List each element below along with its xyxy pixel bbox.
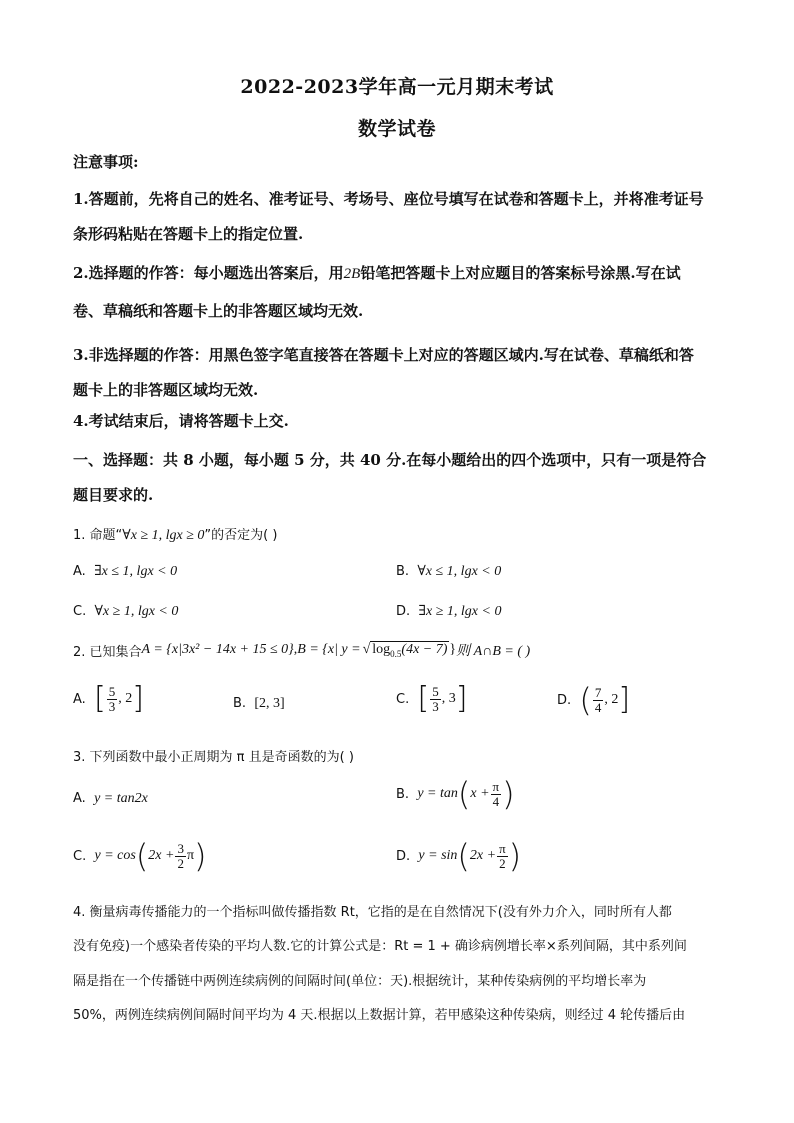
q2-question: 则 A∩B = ( ) xyxy=(456,644,531,659)
option-arg: x + xyxy=(470,786,490,801)
option-label: D. xyxy=(396,604,411,619)
q2-log: log xyxy=(372,641,391,657)
option-label: B. xyxy=(233,696,247,711)
notice-item1-line1: 1.答题前，先将自己的姓名、准考证号、考场号、座位号填写在试卷和答题卡上，并将准考证号 xyxy=(73,190,704,208)
option-text: ∃x ≥ 1, lgx < 0 xyxy=(418,604,502,619)
denominator: 3 xyxy=(432,698,439,714)
denominator: 2 xyxy=(499,855,506,871)
section1-line1: 一、选择题：共 8 小题，每小题 5 分，共 40 分.在每小题给出的四个选项中，只有一项是符合 xyxy=(73,451,707,469)
left-bracket: [ xyxy=(417,681,430,716)
numerator: 3 xyxy=(177,840,184,856)
notice-item2-text-b: 铅笔把答题卡上对应题目的答案标号涂黑.写在试 xyxy=(360,264,681,282)
option-func: y = cos xyxy=(94,848,136,863)
option-label: C. xyxy=(73,604,87,619)
option-label: A. xyxy=(73,564,86,579)
q2-log-base: 0.5 xyxy=(390,648,402,659)
option-label: A. xyxy=(73,791,86,806)
q1-option-b[interactable] xyxy=(396,563,501,580)
option-label: C. xyxy=(396,691,410,707)
option-text: , 2 xyxy=(118,691,133,706)
question-3-stem: 3. 下列函数中最小正周期为 π 且是奇函数的为( ) xyxy=(73,750,354,765)
notice-item2-line2: 卷、草稿纸和答题卡上的非答题区域均无效. xyxy=(73,302,364,320)
denominator: 3 xyxy=(108,698,116,714)
option-label: D. xyxy=(557,692,572,708)
q1-suffix: ”的否定为( ) xyxy=(204,528,278,543)
pencil-grade: 2B xyxy=(343,266,361,282)
question-4-line4: 50%，两例连续病例间隔时间平均为 4 天.根据以上数据计算，若甲感染这种传染病，则经过 4 轮传播后由 xyxy=(73,1008,686,1023)
q1-option-d[interactable] xyxy=(396,603,501,620)
option-arg: 2x + xyxy=(469,848,497,863)
q2-set-b-close: } xyxy=(449,642,457,657)
option-text: ∀x ≥ 1, lgx < 0 xyxy=(94,604,179,619)
fraction xyxy=(107,685,118,713)
q2-option-d[interactable] xyxy=(557,681,631,719)
q1-option-a[interactable] xyxy=(73,563,177,580)
question-2-stem xyxy=(73,640,530,660)
option-func: y = tan xyxy=(417,786,458,801)
notice-item4: 4.考试结束后，请将答题卡上交. xyxy=(73,412,289,430)
fraction xyxy=(497,842,508,870)
left-paren: ( xyxy=(579,681,592,719)
q2-comma: , xyxy=(293,642,298,657)
fraction xyxy=(491,780,502,808)
q3-option-d[interactable] xyxy=(396,837,522,875)
q2-option-c[interactable] xyxy=(396,681,468,716)
q2-option-a[interactable] xyxy=(73,681,144,716)
option-label: B. xyxy=(396,786,410,802)
q2-sqrt: √ $\log_{0.5}(4x - 7)$ xyxy=(362,641,448,659)
left-paren: ( xyxy=(457,837,470,875)
left-bracket: [ xyxy=(94,681,106,716)
left-paren: ( xyxy=(457,775,471,813)
option-text: ∀x ≤ 1, lgx < 0 xyxy=(417,564,502,579)
notice-heading: 注意事项: xyxy=(73,153,139,171)
q2-log-arg: (4x − 7) xyxy=(401,641,448,657)
question-1-stem xyxy=(73,524,277,544)
numerator: 7 xyxy=(594,684,602,700)
numerator: π xyxy=(492,778,500,794)
option-arg: 2x + xyxy=(148,848,175,863)
q3-option-c[interactable] xyxy=(73,837,207,875)
question-4-line2: 没有免疫)一个感染者传染的平均人数.它的计算公式是：Rt = 1 + 确诊病例增长率×系列间隔，其中系列间 xyxy=(73,939,687,954)
right-paren: ) xyxy=(508,837,522,875)
numerator: 5 xyxy=(432,683,439,699)
fraction xyxy=(430,685,441,713)
notice-item3-line1: 3.非选择题的作答：用黑色签字笔直接答在答题卡上对应的答题区域内.写在试卷、草稿纸和答 xyxy=(73,346,694,364)
left-paren: ( xyxy=(135,837,149,875)
q3-option-b[interactable] xyxy=(396,775,515,813)
question-4-line3: 隔是指在一个传播链中两例连续病例的间隔时间(单位：天).根据统计，某种传染病例的平均增长率为 xyxy=(73,974,647,989)
option-text: , 3 xyxy=(441,691,456,706)
option-text: [2, 3] xyxy=(254,696,285,711)
numerator: π xyxy=(499,840,506,856)
exam-subtitle: 数学试卷 xyxy=(357,118,436,140)
right-paren: ) xyxy=(502,775,515,813)
q2-prefix: 2. 已知集合 xyxy=(73,644,142,660)
right-bracket: ] xyxy=(132,681,144,716)
q3-option-a[interactable] xyxy=(73,791,148,807)
option-label: A. xyxy=(73,691,86,707)
notice-item1-line2: 条形码粘贴在答题卡上的指定位置. xyxy=(73,225,304,243)
q1-option-c[interactable] xyxy=(73,603,178,620)
exam-title: 2022-2023学年高一元月期末考试 xyxy=(240,76,554,98)
option-func: y = sin xyxy=(418,848,458,863)
fraction xyxy=(175,842,186,870)
notice-item3-line2: 题卡上的非答题区域均无效. xyxy=(73,381,259,399)
fraction xyxy=(593,686,604,714)
section1-line2: 题目要求的. xyxy=(73,486,154,504)
q1-proposition: ∀x ≥ 1, lgx ≥ 0 xyxy=(122,528,205,543)
right-paren: ) xyxy=(194,837,207,875)
notice-item2-line1 xyxy=(73,262,681,283)
option-text: , 2 xyxy=(604,692,619,707)
question-4-line1: 4. 衡量病毒传播能力的一个指标叫做传播指数 Rt，它指的是在自然情况下(没有外力介入，同时所有人都 xyxy=(73,905,672,920)
q1-prefix: 1. 命题“ xyxy=(73,528,123,543)
q2-option-b[interactable] xyxy=(233,696,285,712)
right-bracket: ] xyxy=(618,682,631,717)
right-bracket: ] xyxy=(455,681,468,716)
option-text: y = tan2x xyxy=(94,791,148,806)
option-label: B. xyxy=(396,564,410,579)
denominator: 2 xyxy=(177,855,184,871)
option-label: D. xyxy=(396,848,411,864)
option-text: ∃x ≤ 1, lgx < 0 xyxy=(94,564,178,579)
denominator: 4 xyxy=(492,793,500,809)
pi-symbol: π xyxy=(186,848,195,863)
option-label: C. xyxy=(73,848,87,864)
denominator: 4 xyxy=(594,699,602,715)
numerator: 5 xyxy=(108,683,116,699)
notice-item2-text-a: 2.选择题的作答：每小题选出答案后，用 xyxy=(73,264,344,282)
q2-set-b-open: B = {x| y = xyxy=(297,642,361,657)
q2-set-a: A = {x|3x² − 14x + 15 ≤ 0} xyxy=(141,642,294,657)
